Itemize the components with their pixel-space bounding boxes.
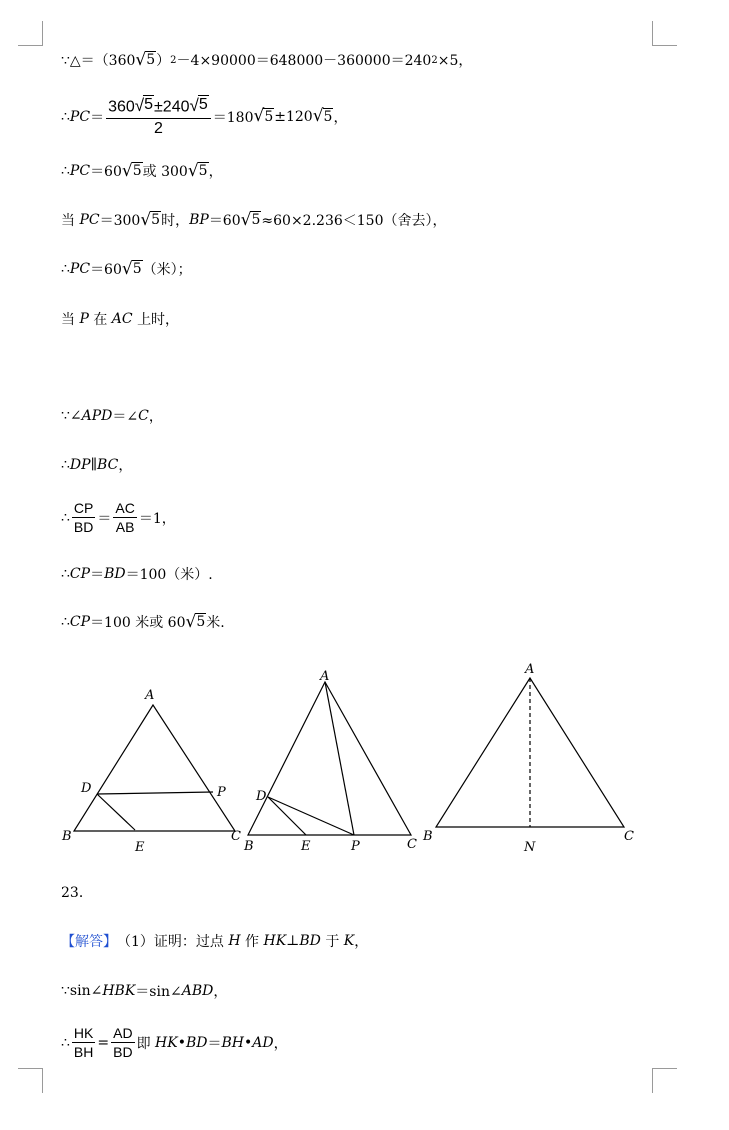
- fig1-label-a: A: [145, 688, 155, 703]
- text: ＝sin∠: [135, 984, 182, 1000]
- fig2-label-c: C: [407, 837, 417, 852]
- var: HBK: [102, 983, 136, 999]
- var: BD: [299, 933, 321, 949]
- var: PC: [79, 212, 100, 228]
- line-pc-values: [61, 161, 223, 181]
- text: ＝60: [90, 262, 122, 278]
- sqrt: √ 5: [312, 106, 333, 127]
- exponent: 2: [431, 54, 438, 66]
- fig1-label-d: D: [81, 781, 92, 796]
- fig2-triangle: [248, 682, 411, 835]
- var: DP: [69, 457, 91, 473]
- text: －4×90000＝648000－360000＝240: [176, 53, 432, 69]
- text: ，: [118, 458, 133, 474]
- text: 米.: [206, 615, 225, 631]
- var: AC: [111, 311, 133, 327]
- text: ∵sin∠: [61, 983, 103, 999]
- var: HK: [263, 933, 287, 949]
- var: PC: [69, 261, 91, 277]
- line-p-on-ac: [61, 309, 179, 329]
- var: ABD: [181, 983, 214, 999]
- sqrt: √ 5: [185, 611, 206, 632]
- text: 时，: [161, 213, 190, 229]
- text: ＝180: [212, 109, 254, 126]
- text: •: [177, 1034, 186, 1051]
- text: ，: [333, 109, 348, 126]
- var: C: [138, 408, 149, 424]
- fig2-label-a: A: [320, 669, 330, 684]
- fig3-triangle: [436, 678, 624, 827]
- fig1-segment-dp: [97, 792, 213, 794]
- fig1-label-b: B: [62, 829, 72, 844]
- text: ＝∠: [112, 409, 139, 425]
- sqrt: √ 5: [121, 160, 142, 181]
- text: 上时，: [137, 312, 180, 328]
- text: ＝: [207, 1035, 222, 1052]
- text: 23．: [61, 885, 93, 901]
- fraction-ad-bd: $\frac{AD}{BD}$: [113, 1025, 133, 1061]
- exponent: 2: [170, 54, 177, 66]
- text: ，: [273, 1035, 288, 1052]
- figure-3-labels: [422, 662, 634, 855]
- line-final-answer: [61, 612, 225, 632]
- var: APD: [81, 408, 113, 424]
- fig3-label-c: C: [624, 829, 634, 844]
- fig3-label-a: A: [525, 662, 535, 677]
- text: ＝100（米）.: [125, 567, 213, 583]
- text: =: [97, 1034, 110, 1051]
- text: ∵△＝（360: [61, 53, 136, 69]
- line-answer-intro: [61, 931, 368, 951]
- fig3-label-n: N: [524, 840, 536, 855]
- text: •: [243, 1034, 253, 1051]
- fig2-segment-de: [268, 797, 306, 835]
- sqrt: √ 5: [135, 49, 156, 70]
- text: ，: [208, 164, 223, 180]
- var: AD: [252, 1034, 274, 1051]
- line-reject-case: [61, 210, 446, 230]
- text: 作: [245, 934, 260, 950]
- text: 即: [136, 1035, 151, 1052]
- fig1-triangle: [74, 705, 235, 831]
- text: ∴: [61, 163, 70, 179]
- text: ≈60×2.236＜150（舍去），: [261, 213, 447, 229]
- text: （米）；: [142, 262, 192, 278]
- fraction-ac-ab: $\frac{AC}{AB}$: [115, 500, 135, 536]
- fig1-label-c: C: [231, 829, 241, 844]
- var: BP: [189, 212, 209, 228]
- fraction: 360 √ 5 ±240 √ 5 2: [106, 95, 211, 138]
- crop-mark-top-left: [18, 21, 43, 46]
- figure-2-labels: [243, 669, 417, 854]
- var: HK: [155, 1034, 178, 1051]
- figure-1: [74, 705, 235, 831]
- text: ∴: [61, 457, 70, 473]
- var: PC: [69, 108, 91, 125]
- line-angle-equal: [61, 406, 163, 426]
- line-discriminant: [61, 50, 472, 70]
- text: 当: [61, 213, 75, 229]
- text: ∴: [61, 566, 70, 582]
- line-sine: [61, 981, 227, 1001]
- crop-mark-bottom-left: [18, 1068, 43, 1093]
- text: 于: [325, 934, 340, 950]
- fig1-label-p: P: [217, 785, 226, 800]
- var: PC: [69, 163, 91, 179]
- text: ，: [213, 984, 228, 1000]
- text: ∵∠: [61, 408, 82, 424]
- figure-1-labels: [61, 688, 241, 855]
- fig2-label-d: D: [256, 789, 267, 804]
- text: ＝1，: [138, 510, 176, 527]
- question-number: [61, 882, 93, 902]
- text: ＝: [90, 567, 105, 583]
- text: ，: [354, 934, 369, 950]
- crop-mark-bottom-right: [652, 1068, 677, 1093]
- fig3-label-b: B: [423, 829, 433, 844]
- sqrt: √ 5: [187, 160, 208, 181]
- answer-tag: 【解答】: [61, 934, 117, 950]
- text: ∴: [61, 108, 70, 125]
- text: ∴: [61, 1034, 70, 1051]
- text: ⊥: [286, 933, 300, 949]
- line-ratio: [61, 500, 176, 535]
- sqrt: √ 5: [240, 209, 261, 230]
- text: ＝300: [99, 213, 141, 229]
- fraction-hk-bh: $\frac{HK}{BH}$: [73, 1025, 94, 1061]
- sqrt: √ 5: [121, 258, 142, 279]
- var: CP: [69, 614, 91, 630]
- var: P: [79, 311, 89, 327]
- fig2-label-p: P: [351, 839, 360, 854]
- var: K: [343, 933, 355, 949]
- text: ±120: [274, 108, 313, 125]
- fraction-cp-bd: $\frac{CP}{BD}$: [73, 500, 94, 536]
- text: ＝: [97, 510, 112, 527]
- fig2-segment-dp: [268, 797, 354, 835]
- crop-mark-top-right: [652, 21, 677, 46]
- text: ×5，: [437, 53, 473, 69]
- sqrt: √ 5: [140, 209, 161, 230]
- sqrt: √ 5: [253, 106, 274, 127]
- var: H: [228, 933, 241, 949]
- line-pc-formula: [61, 95, 347, 138]
- text: ∴: [61, 261, 70, 277]
- text: ∴: [61, 614, 70, 630]
- text: ，: [148, 409, 163, 425]
- fig2-segment-ap: [325, 682, 354, 835]
- line-cp-bd: [61, 564, 213, 584]
- text: ＝60: [90, 164, 122, 180]
- figure-3: [436, 678, 624, 827]
- var: BC: [97, 457, 119, 473]
- text: ∥: [90, 457, 98, 473]
- line-parallel: [61, 455, 132, 475]
- text: ＝: [90, 109, 105, 126]
- fig2-label-b: B: [244, 839, 254, 854]
- var: BD: [104, 566, 126, 582]
- text: ∴: [61, 509, 70, 526]
- var: BD: [185, 1034, 208, 1051]
- fig1-label-e: E: [135, 840, 145, 855]
- text: 在: [93, 312, 108, 328]
- fig2-label-e: E: [301, 839, 311, 854]
- var: CP: [69, 566, 91, 582]
- text: ）: [156, 53, 171, 69]
- line-pc-result: [61, 259, 192, 279]
- var: BH: [221, 1034, 244, 1051]
- line-product: [61, 1025, 288, 1060]
- text: ＝100 米或 60: [90, 615, 186, 631]
- fig1-segment-de: [97, 794, 135, 830]
- text: 当: [61, 312, 75, 328]
- text: （1）证明：过点: [117, 934, 224, 950]
- text: 或 300: [142, 164, 188, 180]
- text: ＝60: [208, 213, 241, 229]
- figure-2: [248, 682, 411, 835]
